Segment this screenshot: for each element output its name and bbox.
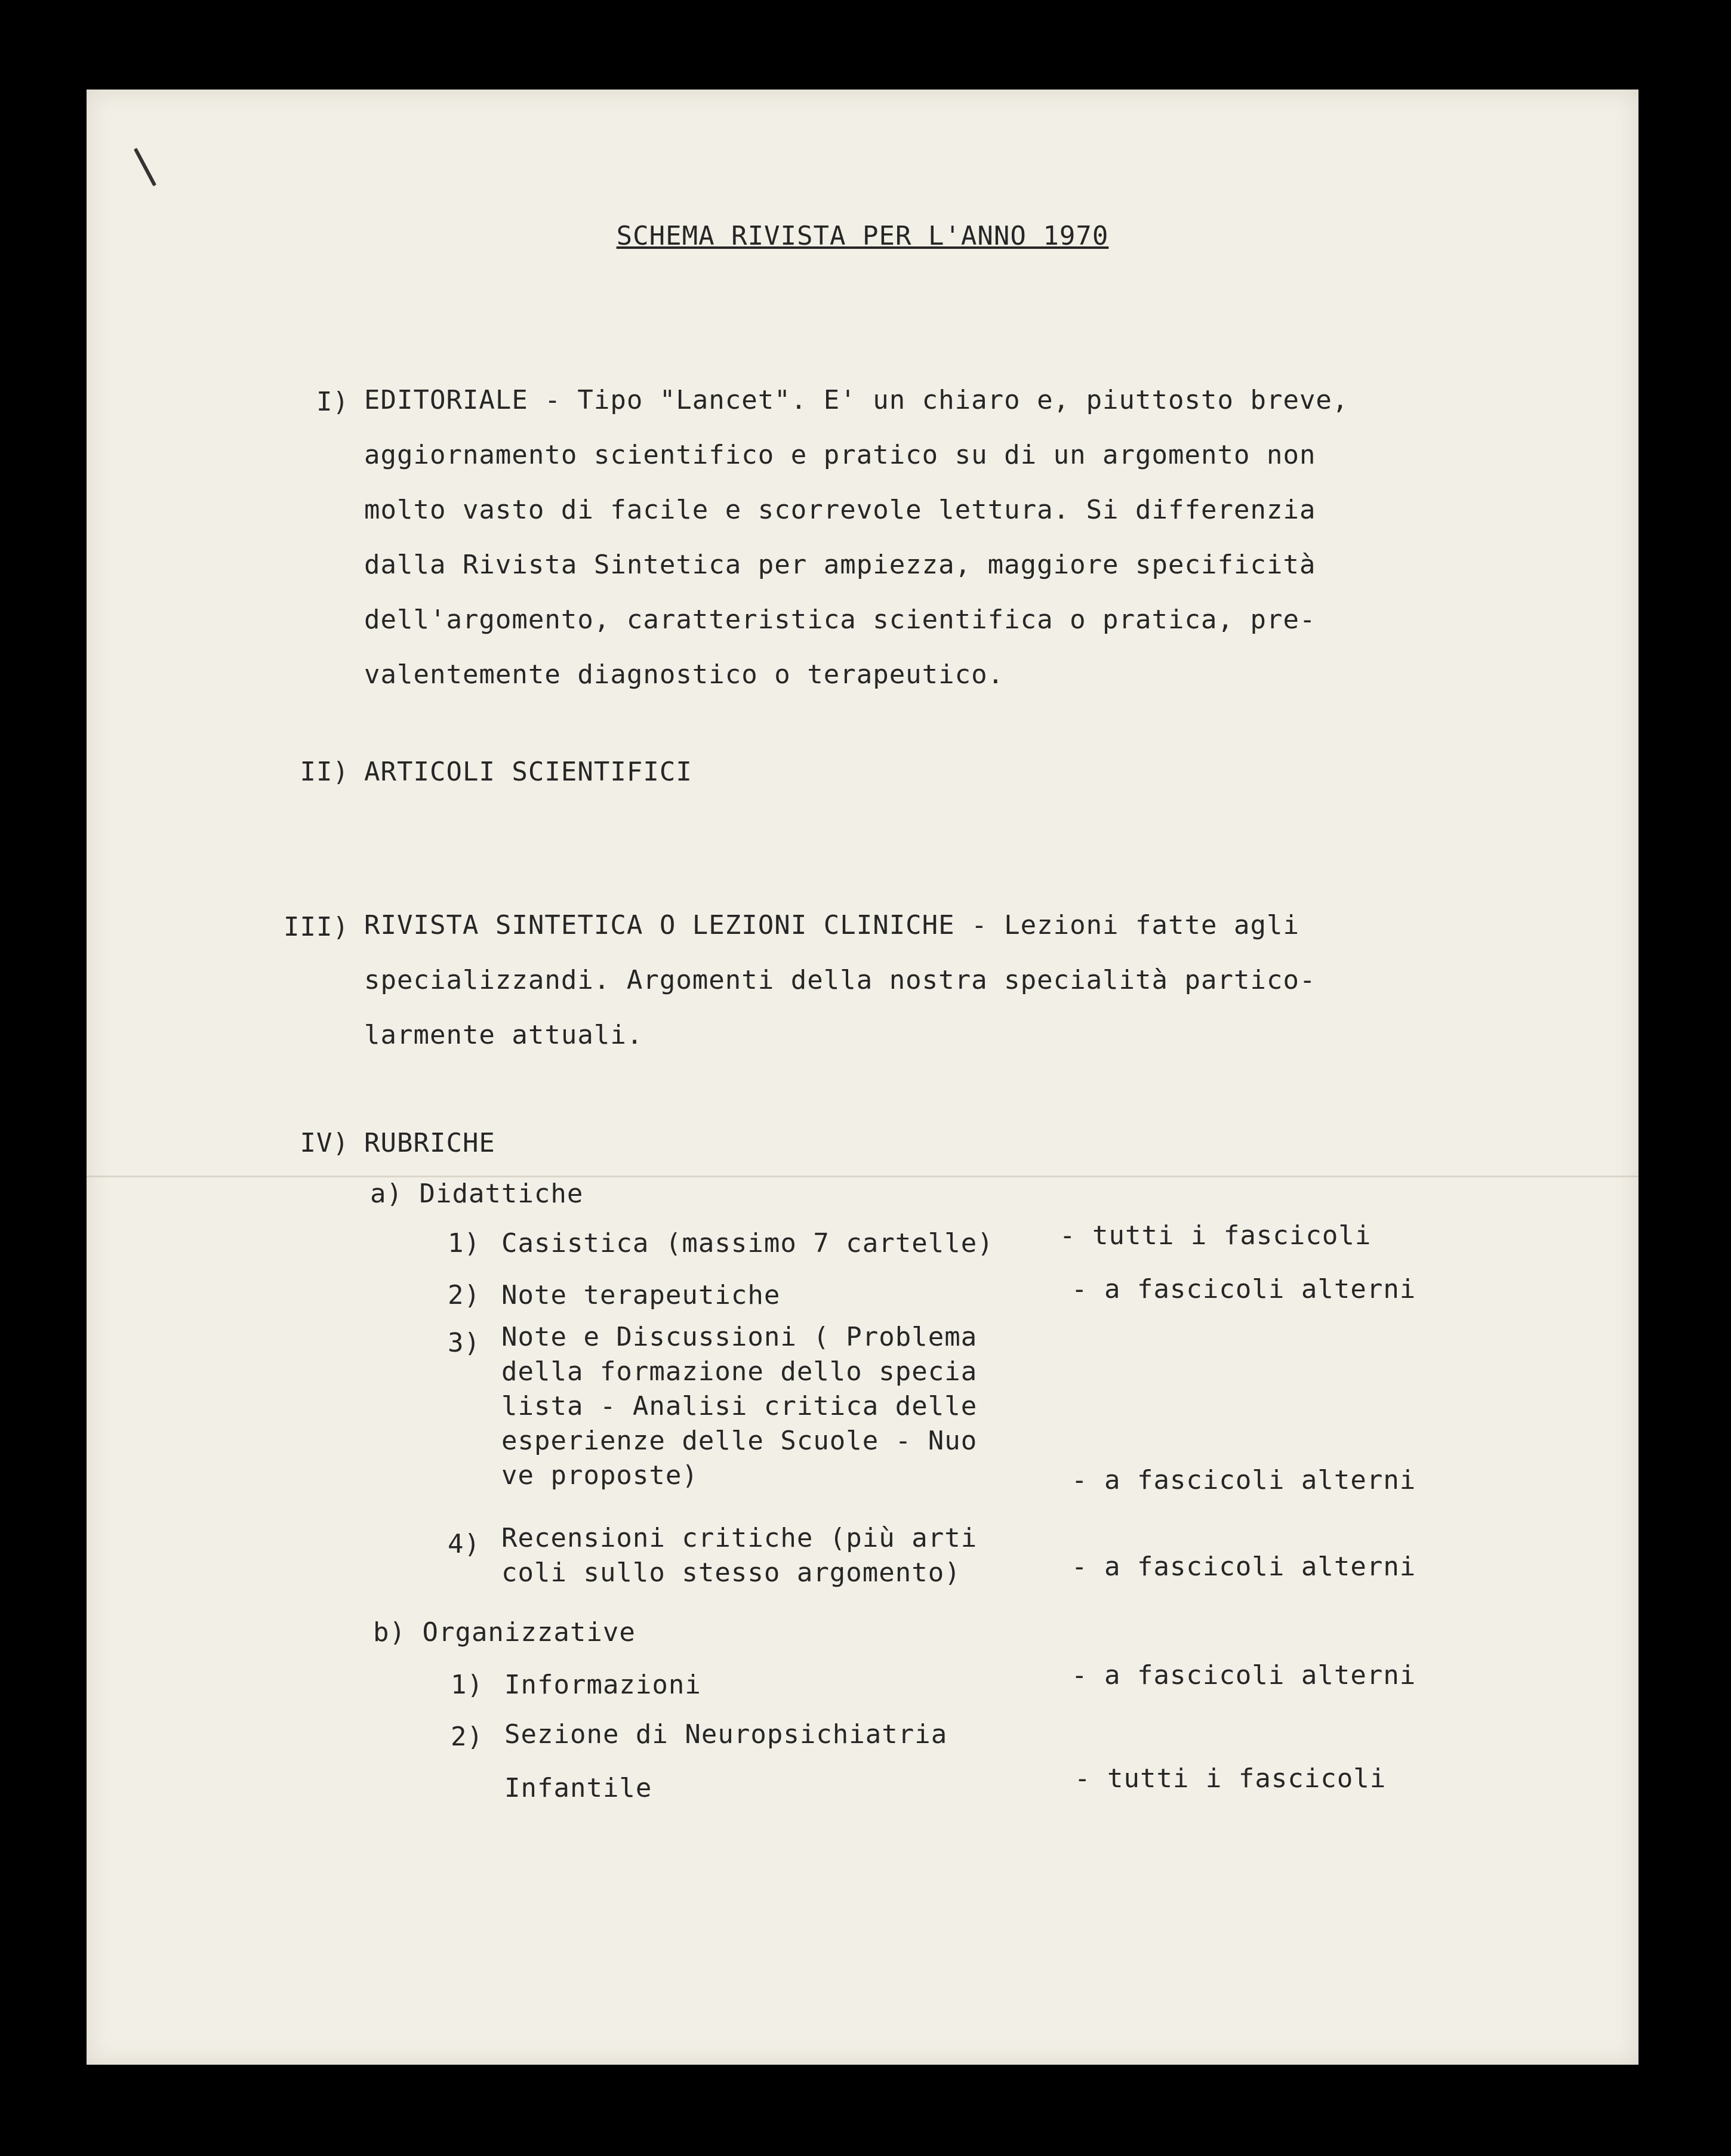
text-line: valentemente diagnostico o terapeutico.: [364, 659, 1005, 690]
text-line: dell'argomento, caratteristica scientifica o pratica, pre-: [364, 604, 1316, 635]
item-frequency: - a fascicoli alterni: [1071, 1465, 1416, 1495]
document-title: SCHEMA RIVISTA PER L'ANNO 1970: [616, 221, 1109, 251]
item-text: Casistica (massimo 7 cartelle): [501, 1228, 994, 1259]
text-line: larmente attuali.: [364, 1020, 643, 1050]
text-line: specializzandi. Argomenti della nostra specialità partico-: [364, 965, 1316, 995]
item-number: 2): [451, 1722, 483, 1752]
item-number: 4): [448, 1529, 481, 1559]
item-number: 2): [448, 1280, 481, 1310]
item-frequency: - a fascicoli alterni: [1071, 1660, 1416, 1691]
section-numeral: IV): [300, 1128, 349, 1158]
text-line: della formazione dello specia: [501, 1356, 978, 1387]
section-articoli: ARTICOLI SCIENTIFICI: [364, 757, 692, 787]
item-number: 1): [451, 1670, 483, 1700]
text-line: Infantile: [504, 1773, 652, 1803]
section-rubriche: RUBRICHE: [364, 1128, 495, 1158]
section-numeral: I): [316, 387, 349, 417]
item-frequency: - a fascicoli alterni: [1071, 1274, 1416, 1304]
item-text: [501, 1320, 977, 1493]
section-editoriale: [364, 373, 1348, 702]
section-numeral: III): [284, 912, 349, 942]
section-numeral: II): [300, 757, 349, 787]
subsection-organizzative: b) Organizzative: [373, 1617, 636, 1648]
text-line: aggiornamento scientifico e pratico su di un argomento non: [364, 440, 1316, 470]
text-line: Sezione di Neuropsichiatria: [504, 1719, 948, 1750]
text-line: Recensioni critiche (più arti: [501, 1523, 978, 1553]
item-frequency: - tutti i fascicoli: [1074, 1763, 1387, 1794]
text-line: Note e Discussioni ( Problema: [501, 1322, 978, 1352]
item-frequency: - tutti i fascicoli: [1059, 1220, 1372, 1251]
item-number: 1): [448, 1228, 481, 1259]
item-number: 3): [448, 1328, 481, 1358]
text-line: esperienze delle Scuole - Nuo: [501, 1426, 978, 1456]
text-line: EDITORIALE - Tipo "Lancet". E' un chiaro e, piuttosto breve,: [364, 385, 1349, 415]
item-text: Informazioni: [504, 1670, 701, 1700]
text-line: coli sullo stesso argomento): [501, 1557, 961, 1588]
item-text: Note terapeutiche: [501, 1280, 781, 1310]
item-text: [504, 1708, 947, 1815]
text-line: molto vasto di facile e scorrevole lettura. Si differenzia: [364, 495, 1316, 525]
typed-document: [87, 90, 1638, 2065]
text-line: lista - Analisi critica delle: [501, 1391, 978, 1421]
section-rivista-sintetica: [364, 898, 1316, 1063]
text-line: ve proposte): [501, 1460, 698, 1491]
item-text: [501, 1521, 977, 1590]
paper-sheet: [87, 90, 1638, 2065]
subsection-didattiche: a) Didattiche: [370, 1179, 584, 1209]
item-frequency: - a fascicoli alterni: [1071, 1552, 1416, 1582]
text-line: dalla Rivista Sintetica per ampiezza, maggiore specificità: [364, 550, 1316, 580]
text-line: RIVISTA SINTETICA O LEZIONI CLINICHE - Lezioni fatte agli: [364, 910, 1299, 940]
